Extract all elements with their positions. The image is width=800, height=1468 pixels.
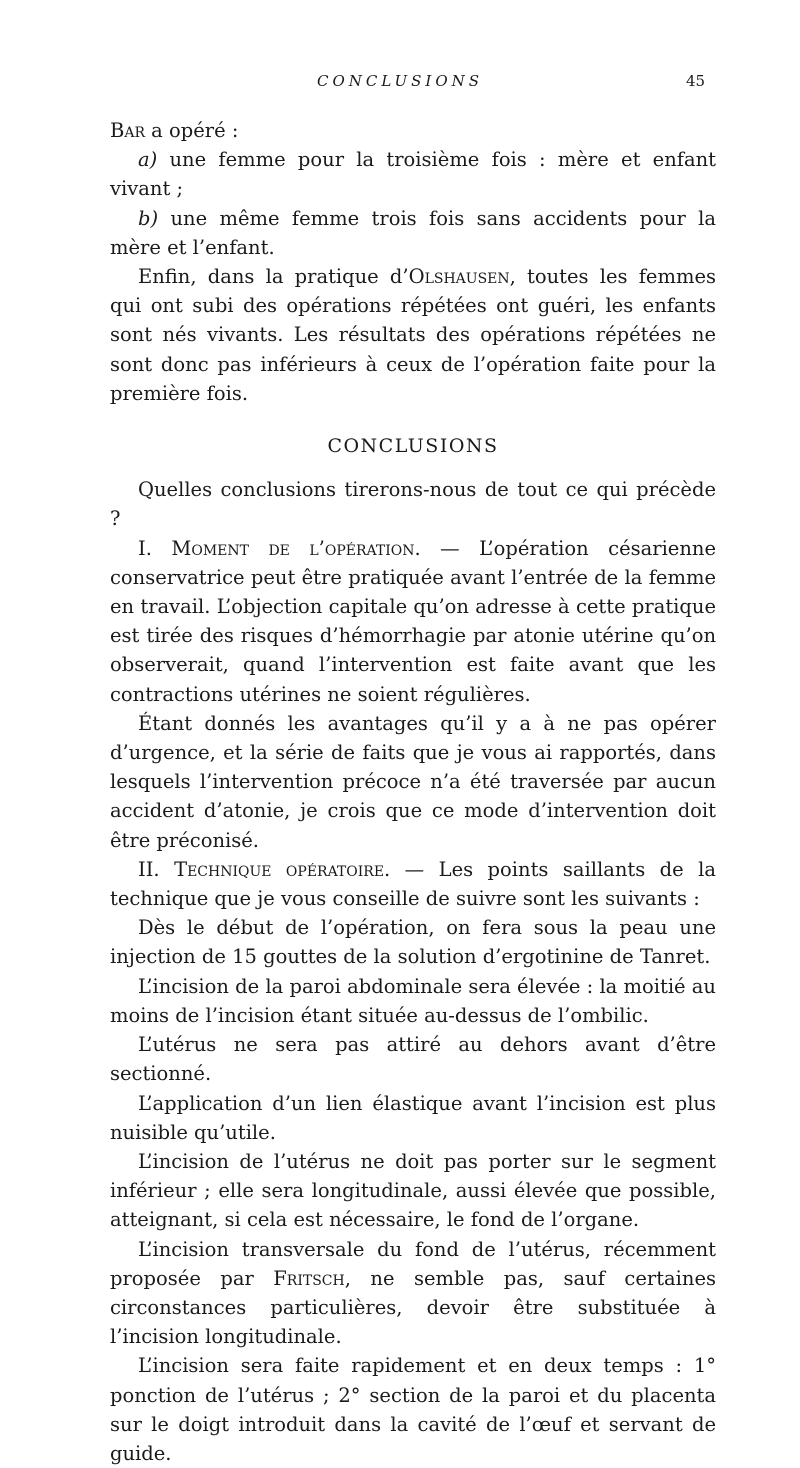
list-text-a: une femme pour la troisième fois : mère et enfant vivant ; [110, 148, 716, 201]
list-text-b: une même femme trois fois sans accidents pour la mère et l’enfant. [110, 206, 716, 259]
technique-paragraph-incision: L’incision de l’utérus ne doit pas porter sur le segment inférieur ; elle sera longitudinale, aussi élevée que possible, atteignant, si cela est nécessaire, le fond de l’organe. [110, 1149, 716, 1232]
page-header [0, 72, 800, 96]
section-one [110, 534, 716, 709]
olshausen-after: , toutes les femmes qui ont subi des opérations répétées ont guéri, les enfants sont nés vivants. Les résultats des opérations répétées ne sont donc pas inférieurs à ceux de l’opération faite pour la première fois. [110, 265, 716, 405]
technique-paragraph-paroi: L’incision de la paroi abdominale sera élevée : la moitié au moins de l’incision étant située au-dessus de l’ombilic. [110, 974, 716, 1027]
olshausen-before: Enfin, dans la pratique d’ [138, 265, 409, 289]
page-number: 45 [686, 72, 706, 90]
technique-paragraph-lien: L’application d’un lien élastique avant l’incision est plus nuisible qu’utile. [110, 1091, 716, 1144]
technique-paragraph-uterus: L’utérus ne sera pas attiré au dehors avant d’être sectionné. [110, 1033, 716, 1086]
author-name-fritsch: Fritsch [273, 1266, 345, 1290]
section-heading: CONCLUSIONS [327, 435, 499, 458]
section-one-numeral: I. [138, 536, 152, 560]
author-name-bar: Bar [110, 119, 145, 142]
paragraph-fritsch [110, 1235, 716, 1352]
paragraph-olshausen [110, 262, 716, 408]
running-title: CONCLUSIONS [316, 72, 484, 90]
section-one-title: Moment de l’opération. [171, 536, 421, 560]
paragraph-avantages: Étant donnés les avantages qu’il y a à ne pas opérer d’urgence, et la série de faits que je vous ai rapportés, dans lesquels l’intervention précoce n’a été traversée par aucun accident d’atonie, je crois que ce mode d’intervention doit être préconisé. [110, 711, 716, 852]
section-two-text: — Les points saillants de la technique que je vous conseille de suivre sont les suivants : [110, 857, 716, 911]
list-marker-a: a) [138, 148, 158, 172]
section-two-title: Technique opératoire. [174, 857, 391, 881]
list-item-b [110, 204, 716, 262]
paragraph-final: L’incision sera faite rapidement et en deux temps : 1° ponction de l’utérus ; 2° section de la paroi et du placenta sur le doigt introduit dans la cavité de l’œuf et servant de guide. [110, 1354, 716, 1465]
question-paragraph: Quelles conclusions tirerons-nous de tout ce qui précède ? [110, 478, 716, 531]
fritsch-after: , ne semble pas, sauf certaines circonstances particulières, devoir être substituée à l’incision longitudinale. [110, 1266, 716, 1349]
fritsch-before: L’incision transversale du fond de l’utérus, récemment proposée par [110, 1237, 716, 1290]
section-two-numeral: II. [138, 857, 160, 881]
body-text [110, 116, 716, 1468]
section-one-text: — L’opération césarienne conservatrice peut être pratiquée avant l’entrée de la femme en travail. L’objection capitale qu’on adresse à cette pratique est tirée des risques d’hémorrhagie par atonie utérine qu’on observerait, quand l’intervention est faite avant que les contractions utérines ne soient régulières. [110, 536, 716, 706]
list-item-a [110, 145, 716, 203]
section-two [110, 855, 716, 913]
intro-line [110, 116, 716, 145]
list-marker-b: b) [138, 206, 159, 230]
author-name-olshausen: Olshausen [408, 265, 510, 289]
intro-verb: a opéré : [144, 119, 239, 142]
technique-paragraph-injection: Dès le début de l’opération, on fera sous la peau une injection de 15 gouttes de la solution d’ergotinine de Tanret. [110, 916, 716, 969]
